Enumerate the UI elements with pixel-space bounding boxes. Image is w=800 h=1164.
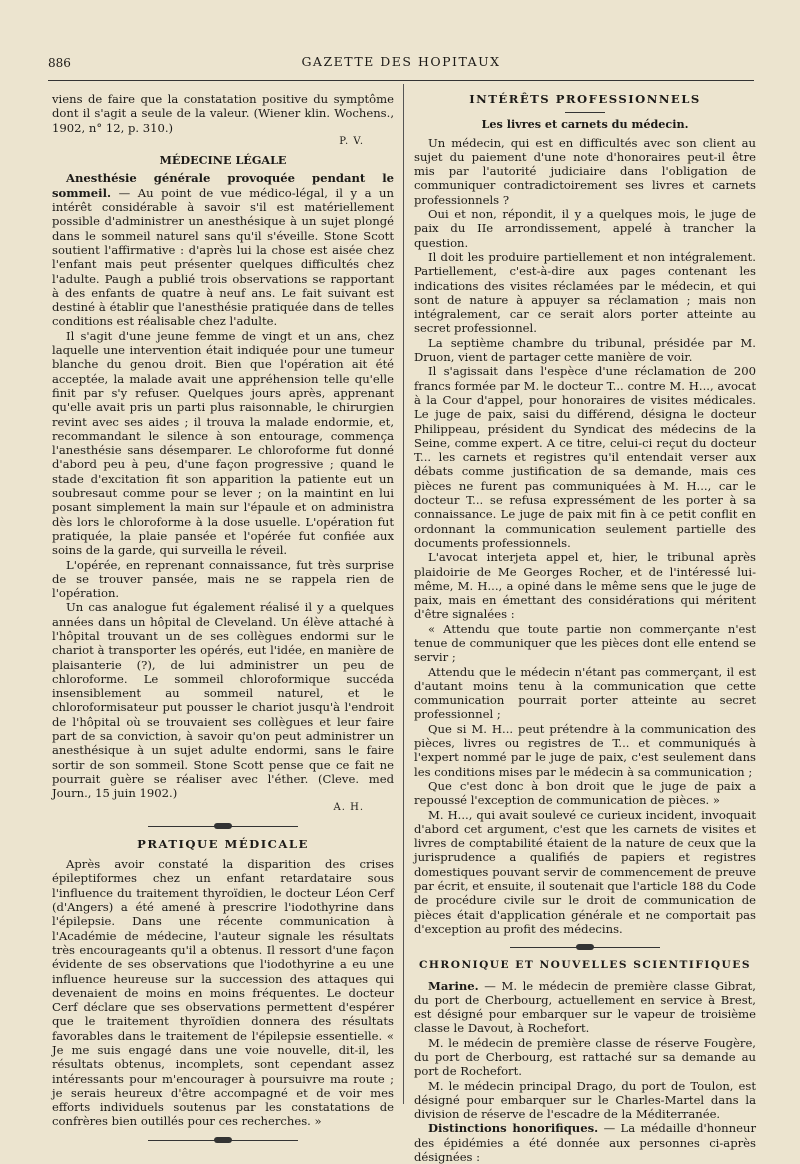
author-initials: A. H. [333,801,364,813]
signature-line [52,801,394,815]
paragraph: L'opérée, en reprenant connaissance, fut très surprise de se trouver pansée, mais ne se rappela rien de l'opération. [52,557,394,601]
page-header [48,52,754,74]
article-lead: Anesthésie générale provoquée pendant le sommeil. [52,171,394,200]
paragraph: Que si M. H... peut prétendre à la communication des pièces, livres ou registres de T... et communiqués à l'expert nommé par le juge de paix, c'est seulement dans les conditions mises par le médecin à sa communication ; [414,721,756,779]
column-divider [403,84,404,1104]
ornament-divider [148,823,298,829]
short-rule [565,112,605,113]
journal-title: GAZETTE DES HOPITAUX [301,54,501,69]
paragraph: La septième chambre du tribunal, présidée par M. Druon, vient de partager cette manière de voir. [414,335,756,365]
news-body: — M. le médecin de première classe Gibrat, du port de Cherbourg, actuellement en service à Brest, est désigné pour embarquer sur le vapeur de troisième classe le Davout, à Rochefort. [414,978,756,1036]
paragraph: Il s'agit d'une jeune femme de vingt et un ans, chez laquelle une intervention était indiquée pour une tumeur blanche du genou droit. Bien que l'opération ait été acceptée, la malade avait une appréhension telle qu'elle finit par s'y refuser. Quelques jours après, apprenant qu'elle avait pris un parti plus raisonnable, le chirurgien revint avec ses aides ; il trouva la malade endormie, et, recommandant le silence à son entourage, commença l'anesthésie sans désemparer. Le chloroforme fut donné d'abord peu à peu, d'une façon progressive ; quand le stade d'excitation fit son apparition la patiente eut un soubresaut comme pour se lever ; on la maintint en lui posant simplement la main sur l'épaule et on administra dès lors le chloroforme à la dose usuelle. L'opération fut pratiquée, la plaie pansée et l'opérée fut confiée aux soins de la garde, qui surveilla le réveil. [52,328,394,558]
news-lead: Distinctions honorifiques. [428,1121,599,1136]
paragraph: M. le médecin de première classe de réserve Fougère, du port de Cherbourg, est rattaché sur sa demande au port de Rochefort. [414,1035,756,1079]
paragraph: Un cas analogue fut également réalisé il y a quelques années dans un hôpital de Cleveland. Un élève attaché à l'hôpital trouvant un de ses collègues endormi sur le chariot à transporter les opérés, eut l'idée, en manière de plaisanterie (?), de lui administrer un peu de chloroforme. Le sommeil chloroformique succéda insensiblement au sommeil naturel, et le chloroformisateur put pousser le chariot jusqu'à l'endroit de l'hôpital où se trouvaient ses collègues et leur faire part de sa conviction, à savoir qu'on peut administrer un anesthésique à un sujet adulte endormi, sans le faire sortir de son sommeil. Stone Scott pense que ce fait ne pourrait guère se réaliser avec l'éther. (Cleve. med Journ., 15 juin 1902.) [52,600,394,801]
paragraph [52,171,394,328]
left-column [52,92,394,1151]
paragraph: Oui et non, répondit, il y a quelques mois, le juge de paix du IIe arrondissement, appelé à trancher la question. [414,207,756,250]
section-heading-interets-professionnels: INTÉRÊTS PROFESSIONNELS [469,92,701,106]
paragraph: Que c'est donc à bon droit que le juge de paix a repoussé l'exception de communication de pièces. » [414,778,756,808]
paragraph [414,979,756,1036]
section-heading-chronique: CHRONIQUE ET NOUVELLES SCIENTIFIQUES [418,959,752,972]
news-body: — La médaille d'honneur des épidémies a été donnée aux personnes ci-après désignées : [414,1121,756,1164]
paragraph: Attendu que le médecin n'étant pas commerçant, il est d'autant moins tenu à la communication que cette communication pourrait porter atteinte au secret professionnel ; [414,664,756,722]
section-heading-pratique-medicale: PRATIQUE MÉDICALE [137,836,309,851]
author-initials: P. V. [339,135,364,147]
section-heading-medecine-legale: MÉDECINE LÉGALE [159,153,287,168]
paragraph: M. H..., qui avait soulevé ce curieux incident, invoquait d'abord cet argument, c'est que les carnets de visites et livres de comptabilité étaient de la nature de ceux que la jurisprudence a qualifiés de papiers et registres domestiques pouvant servir de commencement de preuve par écrit, et ensuite, il soutenait que l'article 188 du Code de procédure civile sur le droit de communication de pièces était d'application générale et ne comportait pas d'exception au profit des médecins. [414,807,756,936]
subsection-heading: Les livres et carnets du médecin. [481,117,689,132]
ornament-divider [510,944,660,950]
paragraph: viens de faire que la constatation positive du symptôme dont il s'agit a seule de la valeur. (Wiener klin. Wochens., 1902, n° 12, p. 310.) [52,92,394,135]
paragraph: M. le médecin principal Drago, du port de Toulon, est désigné pour embarquer sur le Charles-Martel dans la division de réserve de l'escadre de la Méditerranée. [414,1078,756,1122]
signature-line [52,135,394,149]
header-rule [48,80,754,81]
paragraph: Il doit les produire partiellement et non intégralement. Partiellement, c'est-à-dire aux pages contenant les indications des visites réclamées par le médecin, et qui sont de nature à appuyer sa réclamation ; mais non intégralement, car ce serait alors porter atteinte au secret professionnel. [414,249,756,336]
page-number: 886 [48,56,71,70]
paragraph: « Attendu que toute partie non commerçante n'est tenue de communiquer que les pièces dont elle entend se servir ; [414,621,756,665]
paragraph: Après avoir constaté la disparition des crises épileptiformes chez un enfant retardataire sous l'influence du traitement thyroïdien, le docteur Léon Cerf (d'Angers) a été amené à prescrire l'iodothyrine dans l'épilepsie. Dans une récente communication à l'Académie de médecine, l'auteur signale les résultats très encourageants qu'il a obtenus. Il ressort d'une façon évidente de ses observations que l'iodothyrine a eu une influence heureuse sur la succession des attaques qui devenaient de moins en moins fréquentes. Le docteur Cerf déclare que ses observations permettent d'espérer que le traitement thyroïdien donnera des résultats favorables dans le traitement de l'épilepsie essentielle. « Je me suis engagé dans une voie nouvelle, dit-il, les résultats obtenus, incomplets, sont cependant assez intéressants pour m'encourager à poursuivre ma route ; je serais heureux d'être accompagné et de voir mes efforts individuels soutenus par les constatations de confrères bien outillés pour ces recherches. » [52,857,394,1129]
article-body: — Au point de vue médico-légal, il y a un intérêt considérable à savoir s'il est matériellement possible d'administrer un anesthésique à un sujet plongé dans le sommeil naturel sans qu'il s'éveille. Stone Scott soutient l'affirmative : d'après lui la chose est aisée chez l'enfant mais peut présenter quelques difficultés chez l'adulte. Paugh a publié trois observations se rapportant à des enfants de quatre à neuf ans. Le fait suivant est destiné à établir que l'anesthésie pratiquée dans de telles conditions est réalisable chez l'adulte. [52,185,394,329]
paragraph: Il s'agissait dans l'espèce d'une réclamation de 200 francs formée par M. le docteur T... contre M. H..., avocat à la Cour d'appel, pour honoraires de visites médicales. Le juge de paix, saisi du différend, désigna le docteur Philippeau, président du Syndicat des médecins de la Seine, comme expert. A ce titre, celui-ci reçut du docteur T... les carnets et registres qu'il entendait verser aux débats comme justification de sa demande, mais ces pièces ne furent pas communiquées à M. H..., car le docteur T... se refusa expressément de les porter à sa connaissance. Le juge de paix mit fin à ce petit conflit en ordonnant la communication seulement partielle des documents professionnels. [414,364,756,550]
right-column [414,92,756,1164]
news-lead: Marine. [428,978,479,993]
paragraph [414,1121,756,1164]
paragraph: L'avocat interjeta appel et, hier, le tribunal après plaidoirie de Me Georges Rocher, et de l'intéressé lui-même, M. H..., a opiné dans le même sens que le juge de paix, mais en émettant des considérations qui méritent d'être signalées : [414,550,756,622]
paragraph: Un médecin, qui est en difficultés avec son client au sujet du paiement d'une note d'honoraires peut-il être mis par l'autorité judiciaire dans l'obligation de communiquer contradictoirement ses livres et carnets professionnels ? [414,135,756,207]
